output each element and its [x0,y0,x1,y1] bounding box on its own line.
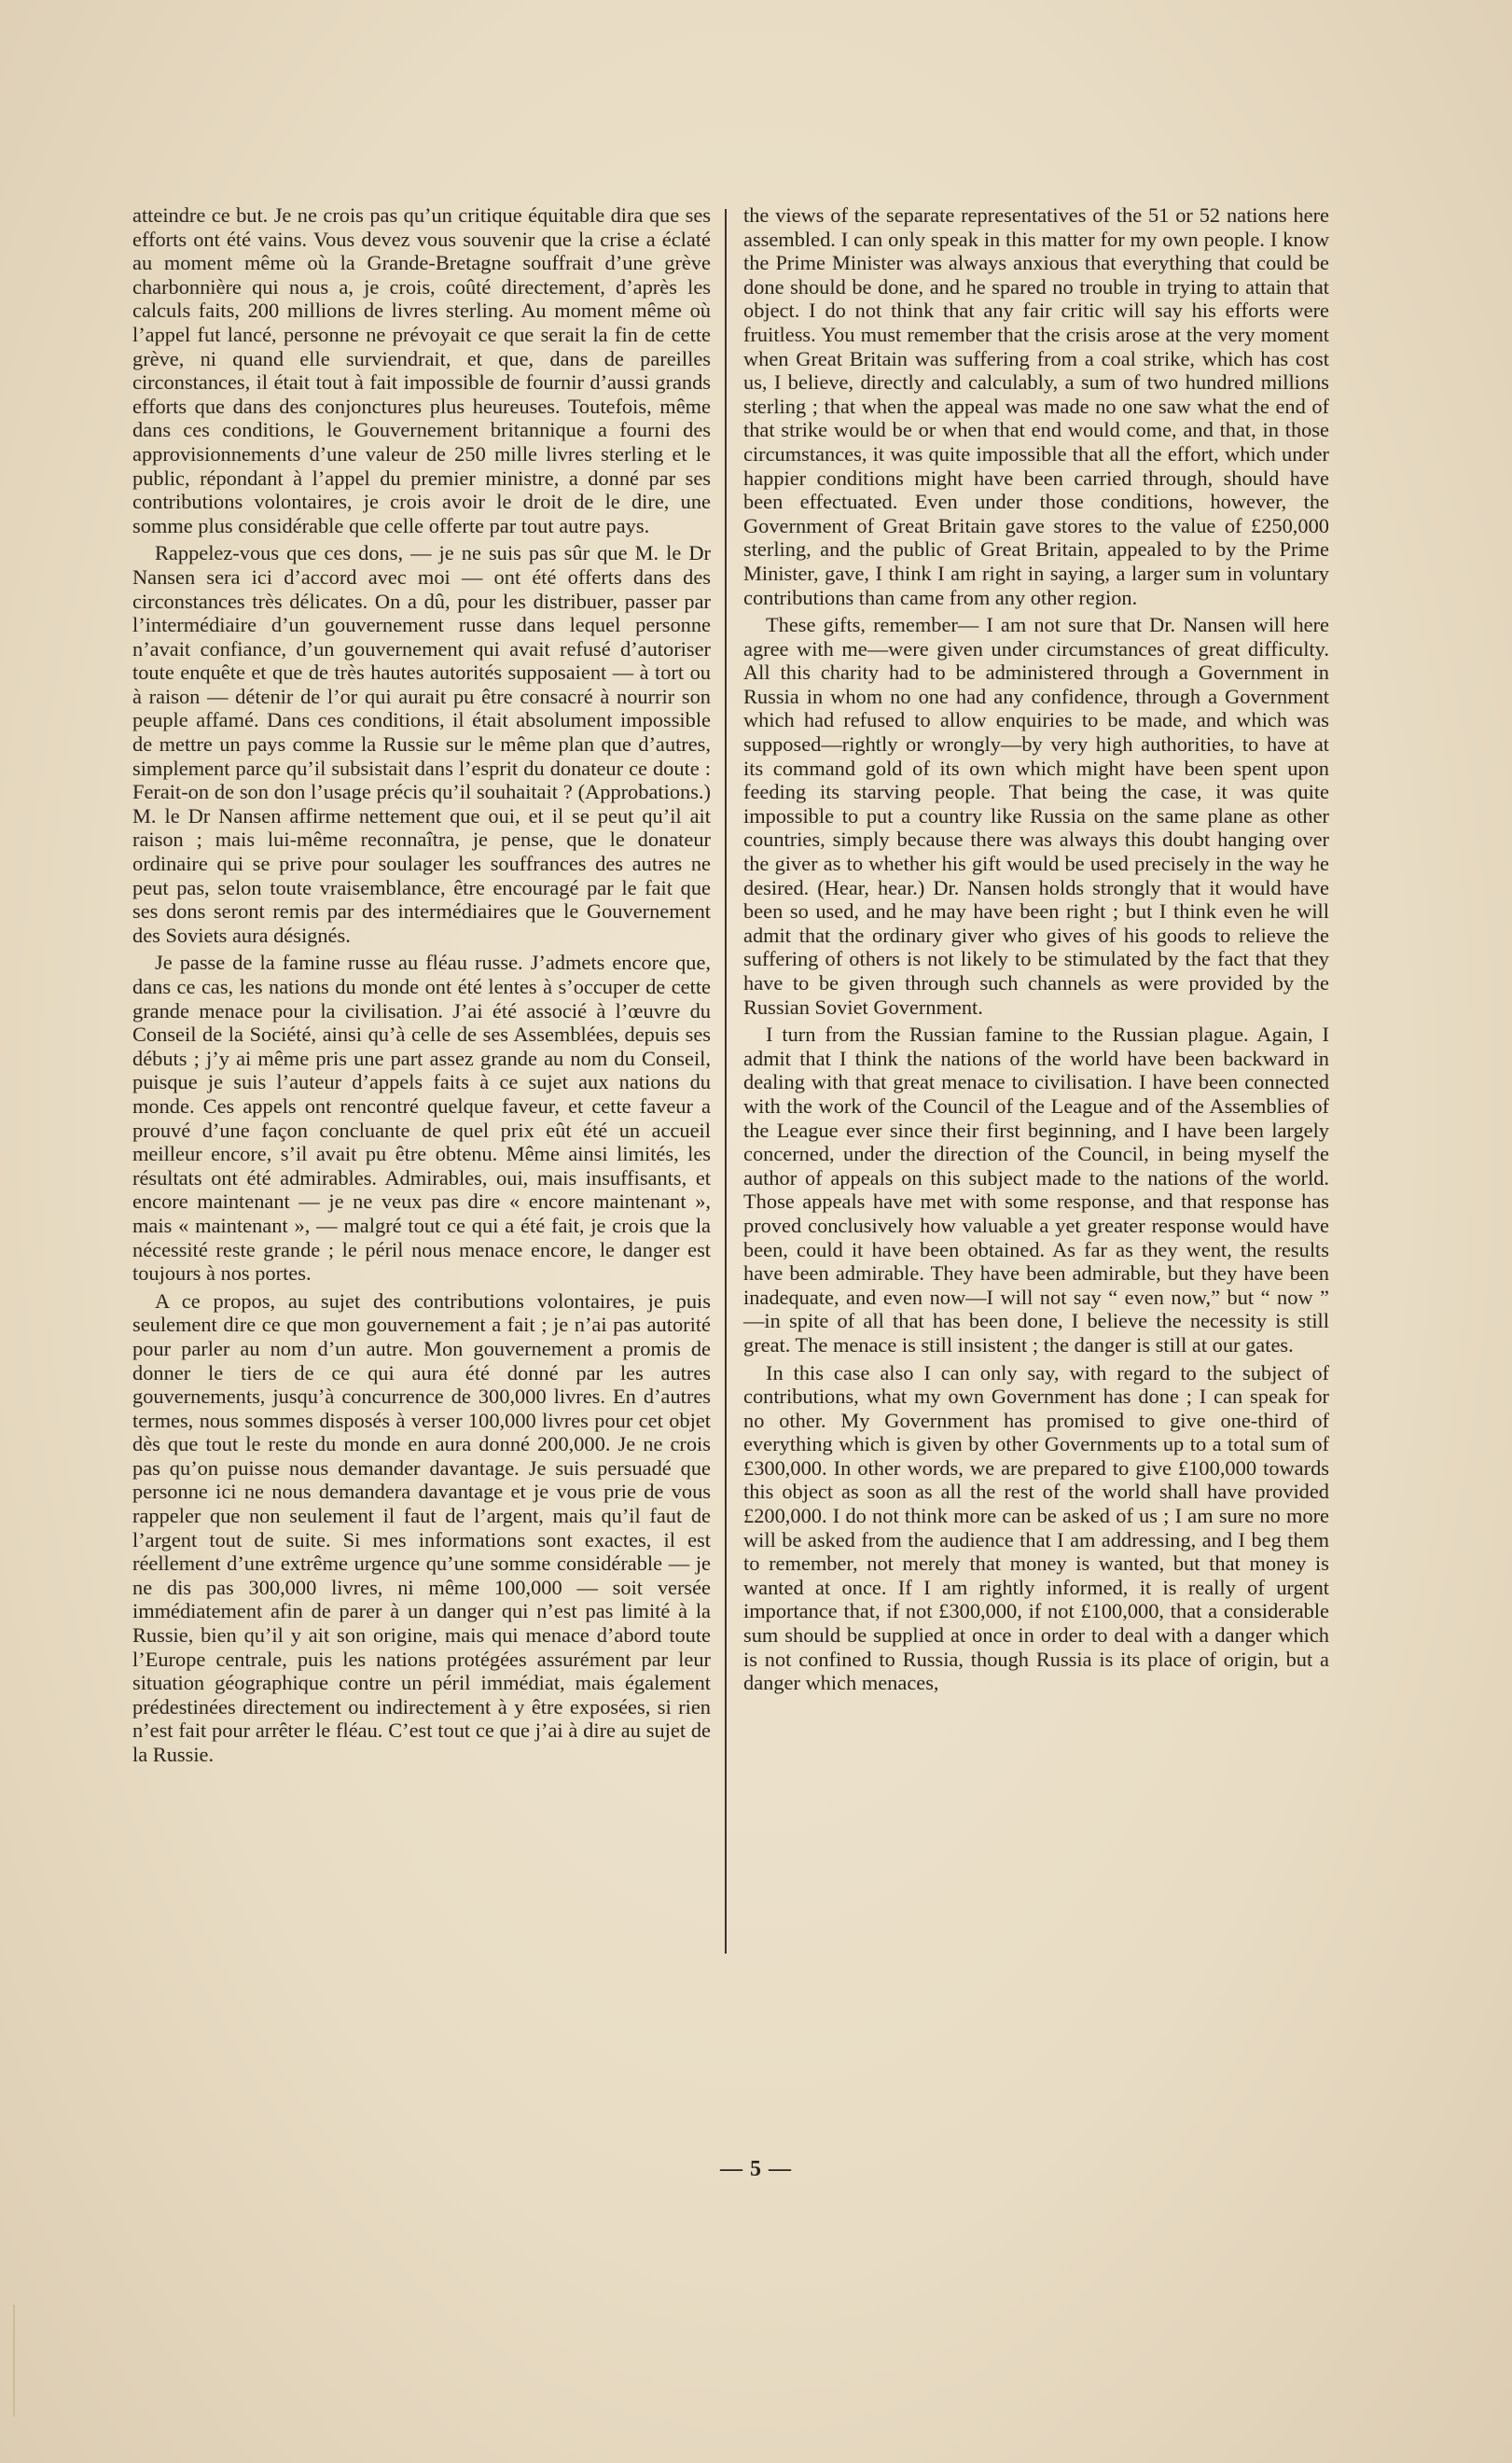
right-paragraph-1: the views of the separate representatives of the 51 or 52 nations here assembled. I can only speak in this matter for my own people. I know the Prime Minister was always anxious that everything that could be done should be done, and he spared no trouble in trying to attain that object. I do not think that any fair critic will say his efforts were fruitless. You must remember that the crisis arose at the very moment when Great Britain was suffering from a coal strike, which has cost us, I believe, directly and calculably, a sum of two hundred millions sterling ; that when the appeal was made no one saw what the end of that strike would be or when that end would come, and that, in those circumstances, it was quite impossible that all the effort, which under happier conditions might have been carried through, should have been effectuated. Even under those conditions, however, the Government of Great Britain gave stores to the value of £250,000 sterling, and the public of Great Britain, appealed to by the Prime Minister, gave, I think I am right in saying, a larger sum in voluntary contributions than came from any other region. [743,203,1329,609]
right-column-english [743,203,1329,1699]
left-paragraph-4: A ce propos, au sujet des contributions volontaires, je puis seulement dire ce que mon gouvernement a fait ; je n’ai pas autorité pour parler au nom d’un autre. Mon gouvernement a promis de donner le tiers de ce qui aura été donné par les autres gouvernements, jusqu’à concurrence de 300,000 livres. En d’autres termes, nous sommes disposés à verser 100,000 livres pour cet objet dès que tout le reste du monde en aura donné 200,000. Je ne crois pas qu’on puisse nous demander davantage. Je suis persuadé que personne ici ne nous demandera davantage et je vous prie de vous rappeler que non seulement il faut de l’argent, mais qu’il faut de l’argent tout de suite. Si mes informations sont exactes, il est réellement d’une extrême urgence qu’une somme considérable — je ne dis pas 300,000 livres, ni même 100,000 — soit versée immédiatement afin de parer à un danger qui n’est pas limité à la Russie, bien qu’il y ait son origine, mais qui menace d’abord toute l’Europe centrale, puis les nations protégées assurément par leur situation géographique contre un péril immédiat, mais également prédestinées directement ou indirectement à y être exposées, si rien n’est fait pour arrêter le fléau. C’est tout ce que j’ai à dire au sujet de la Russie. [132,1288,711,1766]
left-paragraph-3: Je passe de la famine russe au fléau russe. J’admets encore que, dans ce cas, les nations du monde ont été lentes à s’occuper de cette grande menace pour la civilisation. J’ai été associé à l’œuvre du Conseil de la Société, ainsi qu’à celle de ses Assemblées, depuis ses débuts ; j’y ai même pris une part assez grande au nom du Conseil, puisque je suis l’auteur d’appels faits à ce sujet aux nations du monde. Ces appels ont rencontré quelque faveur, et cette faveur a prouvé d’une façon concluante de quel prix eût été un accueil meilleur encore, s’il avait pu être obtenu. Même ainsi limités, les résultats ont été admirables. Admirables, oui, mais insuffisants, et encore maintenant — je ne veux pas dire « encore maintenant », mais « maintenant », — malgré tout ce qui a été fait, je crois que la nécessité reste grande ; le péril nous menace encore, le danger est toujours à nos portes. [132,951,711,1286]
left-column-french [132,203,711,1771]
right-paragraph-3: I turn from the Russian famine to the Russian plague. Again, I admit that I think the nations of the world have been backward in dealing with that great menace to civilisation. I have been connected with the work of the Council of the League and of the Assemblies of the League ever since their first beginning, and I have been largely concerned, under the direction of the Council, in being myself the author of appeals on this subject made to the nations of the world. Those appeals have met with some response, and that response has proved conclusively how valuable a yet greater response would have been, could it have been obtained. As far as they went, the results have been admirable. They have been admirable, but they have been inadequate, and even now—I will not say “ even now,” but “ now ” —in spite of all that has been done, I believe the necessity is still great. The menace is still insistent ; the danger is still at our gates. [743,1023,1329,1357]
left-paragraph-2: Rappelez-vous que ces dons, — je ne suis pas sûr que M. le Dr Nansen sera ici d’accord avec moi — ont été offerts dans des circonstances très délicates. On a dû, pour les distribuer, passer par l’intermédiaire d’un gouvernement russe dans lequel personne n’avait confiance, d’un gouvernement qui avait refusé d’autoriser toute enquête et que de très hautes autorités supposaient — à tort ou à raison — détenir de l’or qui aurait pu être consacré à nourrir son peuple affamé. Dans ces conditions, il était absolument impossible de mettre un pays comme la Russie sur le même plan que d’autres, simplement parce qu’il subsistait dans l’esprit du donateur ce doute : Ferait-on de son don l’usage précis qu’il souhaitait ? (Approbations.) M. le Dr Nansen affirme nettement que oui, et il se peut qu’il ait raison ; mais lui-même reconnaîtra, je pense, que le donateur ordinaire qui se prive pour soulager les souffrances des autres ne peut pas, selon toute vraisemblance, être encouragé par le fait que ses dons seront remis par des intermédiaires que le Gouvernement des Soviets aura désignés. [132,541,711,947]
right-paragraph-4: In this case also I can only say, with regard to the subject of contributions, what my own Government has done ; I can speak for no other. My Government has promised to give one-third of everything which is given by other Governments up to a total sum of £300,000. In other words, we are prepared to give £100,000 towards this object as soon as all the rest of the world shall have provided £200,000. I do not think more can be asked of us ; I am sure no more will be asked from the audience that I am addressing, and I beg them to remember, not merely that money is wanted, but that money is wanted at once. If I am rightly informed, it is really of urgent importance that, if not £300,000, if not £100,000, that a considerable sum should be supplied at once in order to deal with a danger which is not confined to Russia, though Russia is its place of origin, but a danger which menaces, [743,1360,1329,1695]
left-paragraph-1: atteindre ce but. Je ne crois pas qu’un critique équitable dira que ses efforts ont été vains. Vous devez vous souvenir que la crise a éclaté au moment même où la Grande-Bretagne souffrait d’une grève charbonnière qui nous a, je crois, coûté directement, d’après les calculs faits, 200 millions de livres sterling. Au moment même où l’appel fut lancé, personne ne prévoyait ce que serait la fin de cette grève, ni quand elle surviendrait, et que, dans de pareilles circonstances, il était tout à fait impossible de fournir d’aussi grands efforts que dans des conjonctures plus heureuses. Toutefois, même dans ces conditions, le Gouvernement britannique a fourni des approvisionnements d’une valeur de 250 mille livres sterling et le public, répondant à l’appel du premier ministre, a donné par ses contributions volontaires, je crois avoir le droit de le dire, une somme plus considérable que celle offerte par tout autre pays. [132,203,711,537]
binding-edge-mark [13,2304,15,2416]
right-paragraph-2: These gifts, remember— I am not sure that Dr. Nansen will here agree with me—were given under circumstances of great difficulty. All this charity had to be administered through a Government in Russia in whom no one had any confidence, through a Government which had refused to allow enquiries to be made, and which was supposed—rightly or wrongly—by very high authorities, to have at its command gold of its own which might have been spent upon feeding its starving people. That being the case, it was quite impossible to put a country like Russia on the same plane as other countries, simply because there was always this doubt hanging over the giver as to whether his gift would be used precisely in the way he desired. (Hear, hear.) Dr. Nansen holds strongly that it would have been so used, and he may have been right ; but I think even he will admit that the ordinary giver who gives of his goods to relieve the suffering of others is not likely to be stimulated by the fact that they have to be given through such channels as were provided by the Russian Soviet Government. [743,613,1329,1019]
column-divider [725,209,727,1954]
page-number: — 5 — [720,2157,792,2181]
